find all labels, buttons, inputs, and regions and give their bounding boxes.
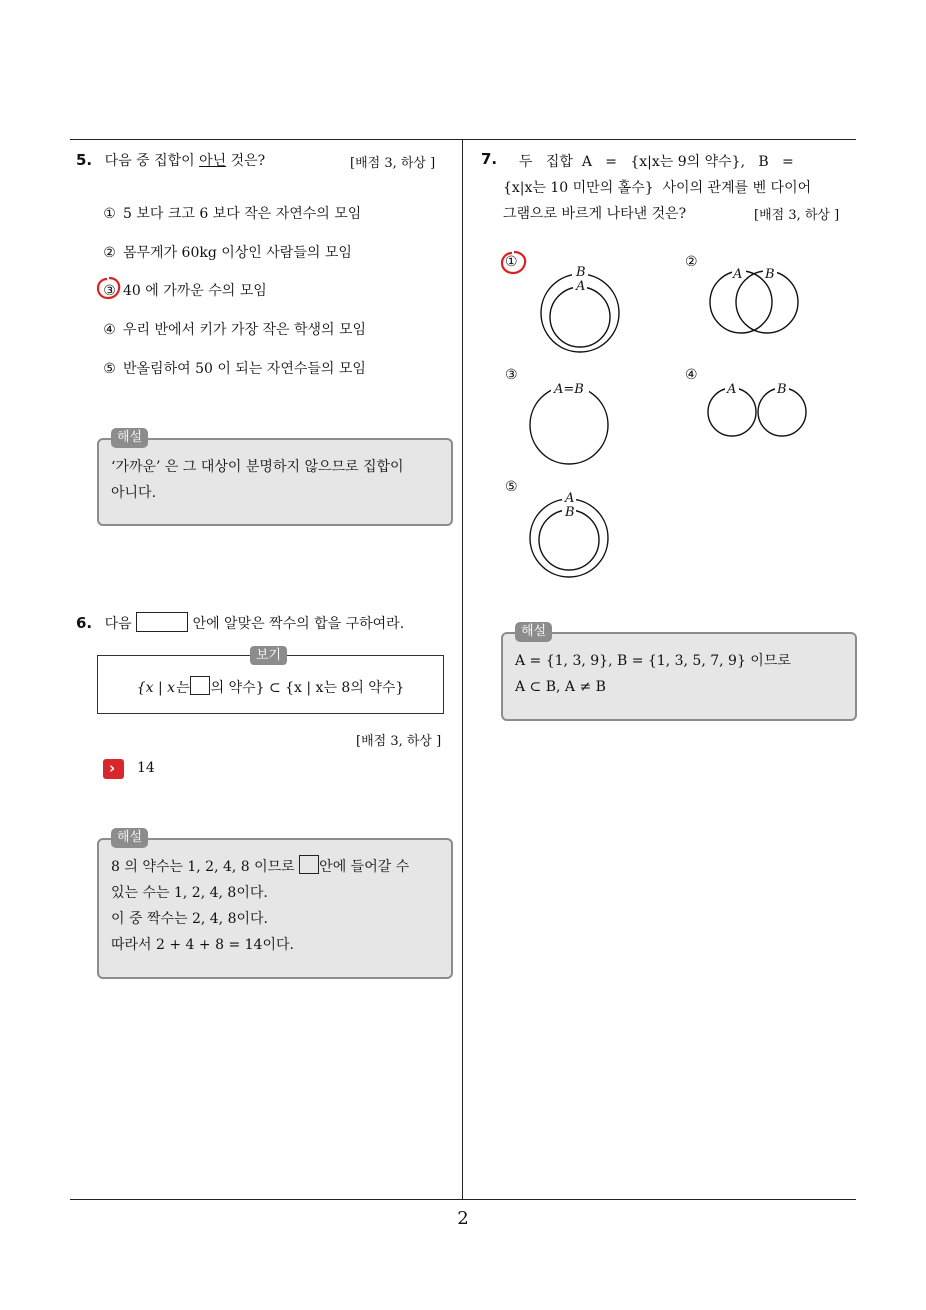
q7-option-4-num[interactable]: ④ [685, 367, 698, 383]
q7-stem-line-1: 두 집합 A = {x|x는 9의 약수}, B = [519, 154, 794, 170]
q5-answer-mark [95, 275, 123, 301]
q5-option-5-num: ⑤ [103, 361, 116, 377]
column-divider [462, 139, 463, 1200]
q6-blank-box [136, 612, 188, 632]
page-number: 2 [457, 1208, 469, 1229]
q7-solution-box [501, 624, 857, 721]
q5-stem-after: 것은? [226, 153, 266, 169]
q5-option-4-text: 우리 반에서 키가 가장 작은 학생의 모임 [123, 322, 367, 338]
q6-bogi-box [97, 648, 444, 714]
q6-bogi-expression [98, 676, 443, 697]
q5-option-3[interactable] [102, 280, 267, 300]
q5-score: [배점 3, 하상 ] [350, 156, 436, 171]
q6-score: [배점 3, 하상 ] [356, 734, 442, 749]
q6-bogi-mid: 의 약수} ⊂ {x | x는 8의 약수} [210, 680, 405, 696]
q7-option-1-outer-label: B [576, 265, 586, 280]
q5-option-1-num: ① [103, 206, 116, 222]
q7-option-3-label: A=B [554, 382, 584, 397]
q6-bogi-tag: 보기 [250, 646, 287, 665]
q6-stem-after: 안에 알맞은 짝수의 합을 구하여라. [192, 616, 405, 632]
q7-solution-line-2: A ⊂ B, A ≠ B [515, 679, 606, 695]
q6-solution-blank [299, 855, 319, 874]
q7-solution-line-1: A = {1, 3, 9}, B = {1, 3, 5, 7, 9} 이므로 [515, 653, 791, 669]
q6-bogi-left: {x | x는 [136, 680, 189, 696]
q7-option-2-right-label: B [765, 267, 775, 282]
q5-stem [76, 150, 265, 170]
q7-option-1-inner-label: A [576, 279, 586, 294]
q5-option-5[interactable] [102, 358, 366, 378]
q5-option-4-num: ④ [103, 322, 116, 338]
q7-option-4-left-label: A [727, 382, 737, 397]
q5-stem-underlined: 아닌 [199, 153, 227, 169]
bottom-rule [70, 1199, 856, 1200]
q6-number: 6. [76, 614, 93, 632]
q6-solution-line-1-after: 안에 들어갈 수 [319, 859, 410, 875]
q7-number: 7. [481, 150, 498, 168]
q7-solution-tag: 해설 [515, 622, 552, 642]
q5-option-1[interactable] [102, 203, 361, 223]
q5-option-2[interactable] [102, 242, 352, 262]
q5-solution-tag: 해설 [111, 428, 148, 448]
answer-arrow-icon: › [103, 759, 124, 779]
q5-option-4[interactable] [102, 319, 366, 339]
q5-number: 5. [76, 151, 93, 169]
q7-option-3-num[interactable]: ③ [505, 367, 518, 383]
q5-solution-line-2: 아니다. [111, 485, 157, 501]
q7-option-2-left-label: A [733, 267, 743, 282]
q5-option-1-text: 5 보다 크고 6 보다 작은 자연수의 모임 [123, 206, 362, 222]
q6-solution-line-2: 있는 수는 1, 2, 4, 8이다. [111, 885, 268, 901]
q7-option-5-inner-label: B [565, 505, 575, 520]
q5-solution-line-1: ‘가까운’ 은 그 대상이 분명하지 않으므로 집합이 [111, 459, 404, 475]
q5-solution-box [97, 430, 453, 526]
q5-option-3-text: 40 에 가까운 수의 모임 [123, 283, 267, 299]
q7-option-5-num[interactable]: ⑤ [505, 479, 518, 495]
q6-stem-before: 다음 [104, 616, 132, 632]
q5-option-2-num: ② [103, 245, 116, 261]
q7-option-5-outer-label: A [565, 491, 575, 506]
q7-stem-line-3: 그램으로 바르게 나타낸 것은? [503, 206, 687, 222]
q6-solution-line-3: 이 중 짝수는 2, 4, 8이다. [111, 911, 268, 927]
q7-stem-line-2: {x|x는 10 미만의 홀수} 사이의 관계를 벤 다이어 [503, 180, 812, 196]
q7-option-4-right-label: B [777, 382, 787, 397]
q6-solution-tag: 해설 [111, 828, 148, 848]
top-rule [70, 139, 856, 140]
q7-option-4-venn[interactable] [703, 378, 813, 443]
q5-option-5-text: 반올림하여 50 이 되는 자연수들의 모임 [123, 361, 366, 377]
q6-solution-line-4: 따라서 2 + 4 + 8 = 14이다. [111, 937, 294, 953]
q7-option-2-num[interactable]: ② [685, 254, 698, 270]
q6-stem [76, 612, 404, 633]
q6-solution-box [97, 830, 453, 979]
q7-score: [배점 3, 하상 ] [754, 208, 840, 223]
q6-bogi-blank [190, 676, 210, 695]
q7-option-2-venn[interactable] [703, 262, 803, 337]
q5-option-3-num: ③ [103, 283, 116, 299]
q7-option-1-num[interactable]: ① [505, 254, 518, 270]
q5-option-2-text: 몸무게가 60kg 이상인 사람들의 모임 [123, 245, 352, 261]
q6-answer: 14 [137, 760, 155, 776]
q7-answer-mark [499, 249, 529, 276]
q6-solution-line-1 [111, 854, 439, 880]
q5-stem-before: 다음 중 집합이 [104, 153, 200, 169]
q6-solution-line-1-before: 8 의 약수는 1, 2, 4, 8 이므로 [111, 859, 295, 875]
